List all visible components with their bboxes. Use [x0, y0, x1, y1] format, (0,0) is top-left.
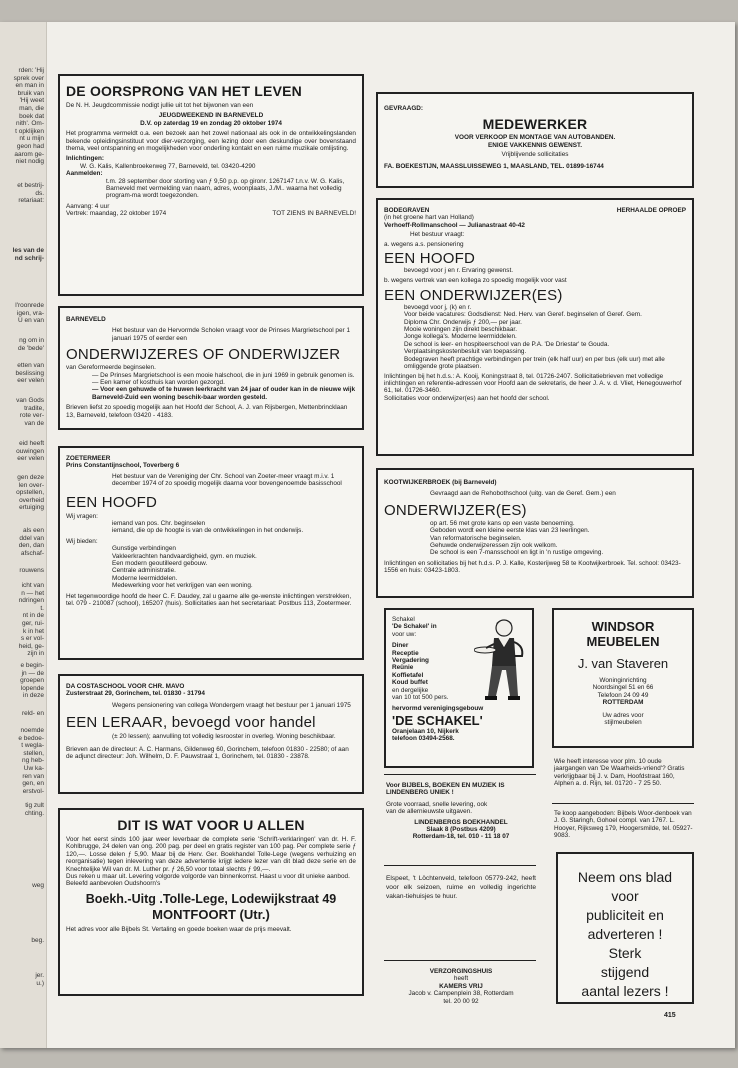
ad-waarheidsvriend	[554, 758, 694, 788]
ad-bodegraven	[376, 198, 694, 456]
ad-text: van de allernieuwste uitgaven.	[386, 808, 472, 816]
ad-text: Wij bieden:	[66, 537, 98, 545]
ad-text: van Gereformeerde beginselen.	[66, 364, 156, 372]
ad-text: Grote voorraad, snelle levering, ook	[386, 800, 488, 808]
ad-text: publiciteit en	[586, 907, 664, 923]
ad-text: Brieven aan de directeur: A. C. Harmans, Gildenweg 60, Gorinchem, telefoon 01830 - 22580; of aan de adjunct directeur: Joh. Wilhelm, D. F. Pauwstraat 1, Gorinchem, tel. 01830 - 23878.	[66, 745, 349, 761]
ad-text: aantal lezers !	[581, 983, 669, 999]
ad-title: MONTFOORT (Utr.)	[152, 906, 270, 922]
ad-text: D.V. op zaterdag 19 en zondag 20 oktober 1974	[140, 119, 282, 127]
gutter-text: ng om in de 'bede'	[18, 337, 44, 352]
ad-text: Vakleerkrachten handvaardigheid, gym. en muziek.	[112, 552, 257, 560]
ad-text: adverteren !	[587, 926, 663, 942]
ad-text: heeft	[453, 975, 469, 983]
ad-text: Voor BIJBELS, BOEKEN EN MUZIEK IS LINDENBERG UNIEK !	[386, 782, 505, 797]
ad-text: ENIGE VAKKENNIS GEWENST.	[488, 141, 582, 149]
gutter-text: als een ddel van den, dan afschaf-	[18, 527, 44, 557]
ad-text: — Voor een gehuwde of te huwen leerkracht van 24 jaar of ouder kan in de nieuwe wijk Barneveld-Zuid een woning beschik-baar worden gesteld.	[92, 386, 356, 401]
ad-text: Het programma vermeldt o.a. een bezoek aan het zowel nationaal als ook in de ontwikkelingslanden bekende opleidingsinstituut voor dier-verzorging, een lezing door een deskundige over bovenstaand thema, veel ontspanning en mogelijkheden voor onderling kontakt en een ruime muzikale omlijsting.	[66, 130, 356, 153]
ad-medewerker	[376, 92, 694, 188]
ad-text: (± 20 lessen); aanvulling tot volledig lesrooster in overleg. Woning beschikbaar.	[112, 733, 336, 741]
ad-text: — De Prinses Margrietschool is een mooie halschool, die in juni 1969 in gebruik genomen is.	[92, 371, 355, 379]
ad-text: Koffietafel	[392, 671, 424, 679]
ad-title: EEN LERAAR, bevoegd voor handel	[66, 714, 316, 732]
ad-title: EEN ONDERWIJZER(ES)	[384, 286, 563, 304]
ad-text: VERZORGINGSHUIS	[429, 968, 493, 975]
ad-text: t.m. 28 september door storting van ƒ 9,50 p.p. op gironr. 1267147 t.n.v. W. G. Kalis, Barneveld met vermelding van naam, adres, woonplaats, J./M.. waarna het volledig program-ma wordt toegezonden.	[106, 177, 345, 200]
gutter-text: van Gods tradite, rote ver- van de	[16, 397, 44, 427]
ad-text: — Een kamer of kosthuis kan worden gezorgd.	[92, 379, 225, 387]
ad-text: Oranjelaan 10, Nijkerk	[392, 727, 459, 735]
ad-lindenbergs	[386, 782, 536, 841]
ad-text: Het bestuur van de Vereniging der Chr. School van Zoeter-meer vraagt m.i.v. 1 december 1974 of zo spoedig mogelijk daarna voor bovengenoemde basisschool	[112, 472, 342, 488]
ad-text: Bodegraven heeft prachtige verbindingen per trein (elk half uur) en per bus (elk uur) met alle omliggende grote plaatsen.	[404, 355, 665, 371]
ad-oorsprong	[58, 74, 364, 296]
ad-text: De school is leer- en hospiteerschool van de P.A. 'De Driestar' te Gouda. Verplaatsingskostenbesluit van toepassing.	[404, 340, 610, 356]
gutter-text: etten van beslissing eer velen	[15, 362, 44, 385]
ad-title: 'DE SCHAKEL'	[392, 712, 483, 728]
ad-text: VOOR VERKOOP EN MONTAGE VAN AUTOBANDEN.	[454, 134, 616, 142]
page-number: 415	[664, 1012, 676, 1019]
ad-place: KOOTWIJKERBROEK (bij Barneveld)	[384, 479, 497, 486]
ad-kootwijkerbroek	[376, 468, 694, 598]
ad-text: Reünie	[392, 664, 414, 672]
ad-text: Noordsingel 51 en 66	[592, 684, 654, 692]
ad-text: Gunstige verbindingen	[112, 545, 176, 553]
ad-title: MEUBELEN	[586, 634, 660, 649]
ad-title: ONDERWIJZER(ES)	[384, 501, 527, 519]
ad-text: Aanmelden:	[66, 170, 103, 178]
ad-place: BODEGRAVEN	[384, 207, 430, 214]
ad-text: voor	[611, 888, 639, 904]
ad-title: DE OORSPRONG VAN HET LEVEN	[66, 83, 302, 99]
ad-text: Het tegenwoordige hoofd de heer C. F. Daudey, zal u gaarne alle ge-wenste inlichtingen verstrekken, tel. 079 - 210087 (school), 165207 (huis). Sollicitaties aan het secretariaat: Postbus 113, Zoetermeer.	[66, 592, 352, 608]
ad-text: op art. 56 met grote kans op een vaste benoeming.	[430, 519, 575, 527]
ad-text: Voor het eerst sinds 100 jaar weer leverbaar de complete serie 'Schrift-verklaringen' van dr. H. F. Kohlbrugge, 24 delen van ong. 200 pag. per deel en gratis register van 100 pag. Per complete serie ƒ 120,—. Losse delen ƒ 5,90. Maar bij de Herv. Ger. Boekhandel Tolle-Lege (wegens verhuizing en reorganisatie) tegen inlevering van deze advertentie krijgt iedere lezer van dit blad deze serie en de Knechtelijke Wil van dr. M. Luther pr. ƒ 26,50 voor totaal slechts ƒ 99,—.	[66, 836, 356, 873]
ad-text: telefoon 03494-2568.	[392, 735, 455, 743]
ad-text: Sollicitaties voor onderwijzer(es) aan het hoofd der school.	[384, 394, 550, 402]
ad-kamers-vrij	[386, 968, 536, 1005]
ad-text: Jacob v. Campenplein 38, Rotterdam	[408, 990, 514, 998]
ad-text: Diploma Chr. Onderwijs ƒ 200,— per jaar.	[404, 318, 522, 326]
gutter-text: beg.	[31, 937, 44, 944]
ad-text: Woninginrichting	[599, 677, 647, 684]
ad-text: Vrijblijvende sollicitaties	[501, 151, 569, 159]
ad-neem-ons-blad	[556, 852, 694, 1004]
ad-text: GEVRAAGD:	[384, 105, 424, 112]
ad-te-koop	[554, 810, 694, 840]
ad-text: FA. BOEKESTIJN, MAASSLUISSEWEG 1, MAASLAND, TEL. 01899-16744	[384, 162, 604, 170]
ad-place: BARNEVELD	[66, 316, 106, 323]
waiter-illustration	[474, 616, 530, 704]
ad-text: a. wegens a.s. pensionering	[384, 240, 464, 248]
ad-zoetermeer	[58, 446, 364, 660]
ad-text: tel. 20 00 92	[443, 997, 479, 1005]
ad-text: Schakel	[392, 616, 415, 623]
gutter-text: rouwens	[19, 567, 44, 574]
gutter-text: e begin- jn — de groepen lopende in deze	[20, 662, 44, 700]
ad-text: Centrale administratie.	[112, 567, 176, 575]
ad-text: De N. H. Jeugdcommissie nodigt jullie uit tot het bijwonen van een	[66, 102, 254, 109]
ad-text: Inlichtingen:	[66, 155, 104, 163]
ad-text: bevoegd voor j en r. Ervaring gewenst.	[404, 267, 514, 275]
gutter-text: icht van n — het ndringen t. nt in de ger, rui- k in het s er vol- heid, ge- zijn in	[18, 582, 44, 658]
ad-text: Gevraagd aan de Rehobothschool (uitg. van de Geref. Gem.) een	[430, 490, 616, 498]
ad-text: Het bestuur vraagt:	[410, 231, 465, 239]
ad-text: Diner	[392, 642, 409, 650]
ad-text: Het adres voor alle Bijbels St. Vertaling en goede boeken waar de prijs meevalt.	[66, 925, 292, 933]
ad-text: Brieven liefst zo spoedig mogelijk aan het Hoofd der School, A. J. van Rijsbergen, Mettenbrincklaan 13, Barneveld, telefoon 03420 - 4183.	[66, 404, 348, 419]
ad-text: Telefoon 24 09 49	[597, 691, 649, 699]
ad-title: WINDSOR	[591, 619, 655, 634]
ad-text: stijlmeubelen	[604, 719, 642, 727]
ad-text: Wie heeft interesse voor plm. 10 oude jaargangen van 'De Waarheids-vriend'? Gratis verkrijgbaar bij J. v. Dam, Hoofdstraat 160, Alphen a. d. Rijn, tel. 01720 - 7 25 50.	[554, 758, 685, 788]
ad-text: Zusterstraat 29, Gorinchem, tel. 01830 - 31794	[66, 690, 205, 698]
ad-text: Jonge kollega's. Moderne leermiddelen.	[404, 333, 517, 341]
ad-text: en dergelijke	[392, 686, 429, 694]
previous-page-gutter	[0, 22, 47, 1048]
ad-text: Voor beide vacatures: Godsdienst: Ned. Herv. van Geref. beginselen of Geref. Gem.	[404, 311, 642, 319]
ad-text: Van reformatorische beginselen.	[430, 534, 522, 542]
ad-text: hervormd verenigingsgebouw	[392, 705, 484, 713]
ad-text: Receptie	[392, 649, 419, 657]
gutter-text: weg	[32, 882, 44, 889]
ad-barneveld	[58, 306, 364, 430]
ad-de-schakel	[384, 608, 534, 768]
ad-text: ROTTERDAM	[602, 699, 644, 707]
ad-text: Wegens pensionering van collega Wondergem vraagt het bestuur per 1 januari 1975	[112, 701, 351, 709]
ad-place: ZOETERMEER	[66, 455, 111, 462]
ad-text: 'De Schakel' in	[392, 623, 437, 631]
ad-text: Rotterdam-18, tel. 010 - 11 18 07	[412, 833, 510, 841]
ad-text: Medewerking voor het verkrijgen van een woning.	[112, 582, 253, 590]
ad-dacosta	[58, 674, 364, 794]
ad-text: Wij vragen:	[66, 512, 98, 520]
ad-text: Verhoeff-Rollmanschool — Julianastraat 40-42	[384, 221, 525, 229]
gutter-text: et bestrij- ds. retariaat:	[17, 182, 44, 205]
ad-text: JEUGDWEEKEND IN BARNEVELD	[158, 112, 264, 120]
ad-text: bevoegd voor j, (k) en r.	[404, 303, 472, 311]
ad-text: (in het groene hart van Holland)	[384, 214, 474, 222]
gutter-text: eid heeft ouwingen eer velen	[16, 440, 44, 463]
ad-text: Inlichtingen bij het h.d.s.: A. Kooij, Koningstraat 8, tel. 01726-2407. Sollicitatiebrieven met volledige inlichtingen en referentie-adressen voor Hoofd aan de sekretaris, de heer J. A. v. d. Vliet, Henegouwerhof 61, tel. 01726-3460.	[384, 372, 682, 395]
ad-title: EEN HOOFD	[66, 493, 157, 511]
ad-text: iemand, die op de hoogte is van de ontwikkelingen in het onderwijs.	[112, 527, 304, 535]
gutter-text: jer. u.)	[35, 972, 44, 987]
ad-text: Koud buffet	[392, 679, 428, 687]
ad-text: Slaak 8 (Postbus 4209)	[426, 826, 496, 834]
ad-elspeet	[386, 874, 536, 901]
gutter-text: tig zult chting.	[24, 802, 44, 817]
ad-text: Een modern geoutilleerd gebouw.	[112, 560, 208, 568]
gutter-text: l'roonrede igen, vra- U en van	[15, 302, 44, 325]
ad-title: J. van Staveren	[577, 656, 669, 671]
ad-text: Gehuwde onderwijzeressen zijn ook welkom.	[430, 542, 558, 550]
ad-text: Het bestuur van de Hervormde Scholen vraagt voor de Prinses Margrietschool per 1 januari 1975 of eerder een	[112, 327, 350, 342]
ad-text: De school is een 7-mansschool en ligt in 'n rustige omgeving.	[430, 549, 604, 557]
ad-text: Prins Constantijnschool, Toverberg 6	[66, 462, 180, 470]
gutter-text: reld- en	[21, 710, 44, 717]
ad-text: Inlichtingen en sollicitaties bij het h.d.s. P. J. Kalle, Kosterijweg 58 te Kootwijkerbroek. Tel. school: 03423-1556 en huis: 03423-1803.	[384, 559, 681, 575]
ad-title: ONDERWIJZERES OF ONDERWIJZER	[66, 346, 341, 364]
ad-text: Uw adres voor	[602, 711, 644, 719]
ad-text: iemand van pos. Chr. beginselen	[112, 520, 206, 528]
ad-title: EEN HOOFD	[384, 250, 475, 268]
gutter-text: les van de nd schrij-	[12, 247, 44, 262]
ad-text: Vertrek: maandag, 22 oktober 1974	[66, 210, 167, 218]
ad-text: voor uw:	[392, 630, 417, 638]
ad-text: Aanvang: 4 uur	[66, 202, 110, 210]
ad-text: Vergadering	[392, 657, 429, 665]
magazine-page	[0, 22, 735, 1048]
ad-text: Mooie woningen zijn direkt beschikbaar.	[404, 326, 517, 334]
ad-text: Elspeet, 't Löchtenveld, telefoon 05779-242, heeft voor elk seizoen, ruime en volledig ingerichte vakan-tiehuisjes te huur.	[386, 875, 536, 900]
ad-text: b. wegens vertrek van een kollega zo spoedig mogelijk voor vast	[384, 277, 567, 285]
ad-title: Boekh.-Uitg .Tolle-Lege, Lodewijkstraat 49	[85, 891, 337, 906]
ad-text: HERHAALDE OPROEP	[616, 207, 686, 214]
ad-text: Moderne leermiddelen.	[112, 574, 178, 582]
ad-dit-is-wat	[58, 808, 364, 996]
ad-text: Dus reken u maar uit. Levering volgorde volgorde van binnenkomst. Haast u voor dit unieke aanbod. Beleefd aanbevolen Oudshoorn's	[66, 873, 350, 888]
ad-text: Neem ons blad	[577, 869, 673, 885]
ad-text: stijgend	[600, 964, 650, 980]
ad-text: KAMERS VRIJ	[439, 982, 483, 990]
ad-windsor-meubelen	[552, 608, 694, 748]
ad-text: LINDENBERGS BOEKHANDEL	[414, 818, 508, 826]
gutter-text: noemde e bedoe- t wegla- stellen, ng heb- Uw ka- ren van gen, en erstvol-	[18, 727, 44, 795]
ad-text: van 10 tot 500 pers.	[392, 694, 449, 702]
ad-text: W. G. Kalis, Kallenbroekerweg 77, Barneveld, tel. 03420-4290	[80, 162, 256, 170]
ad-text: TOT ZIENS IN BARNEVELD!	[272, 210, 356, 218]
ad-text: Geboden wordt een kleine eerste klas van 23 leerlingen.	[430, 527, 590, 535]
ad-title: DIT IS WAT VOOR U ALLEN	[117, 817, 305, 833]
gutter-text: gen deze len over- opstellen, overheid ertuiging	[16, 474, 44, 512]
ad-text: Sterk	[608, 945, 642, 961]
gutter-text: rden: 'Hij sprek over en man in bruik van 'Hij weet man, die boek dat nith'. Om- t opklijken nt u mijn geon had aarom ge- niet nodig	[13, 67, 44, 166]
ad-text: DA COSTASCHOOL VOOR CHR. MAVO	[66, 683, 185, 690]
ad-text: Te koop aangeboden: Bijbels Woor-denboek van J. G. Staringh, Gohoel compl. van 1767. L. Hooyer, Rijksweg 179, Hoogersmilde, tel. 05927-9083.	[554, 810, 693, 840]
ad-title: MEDEWERKER	[482, 116, 588, 133]
